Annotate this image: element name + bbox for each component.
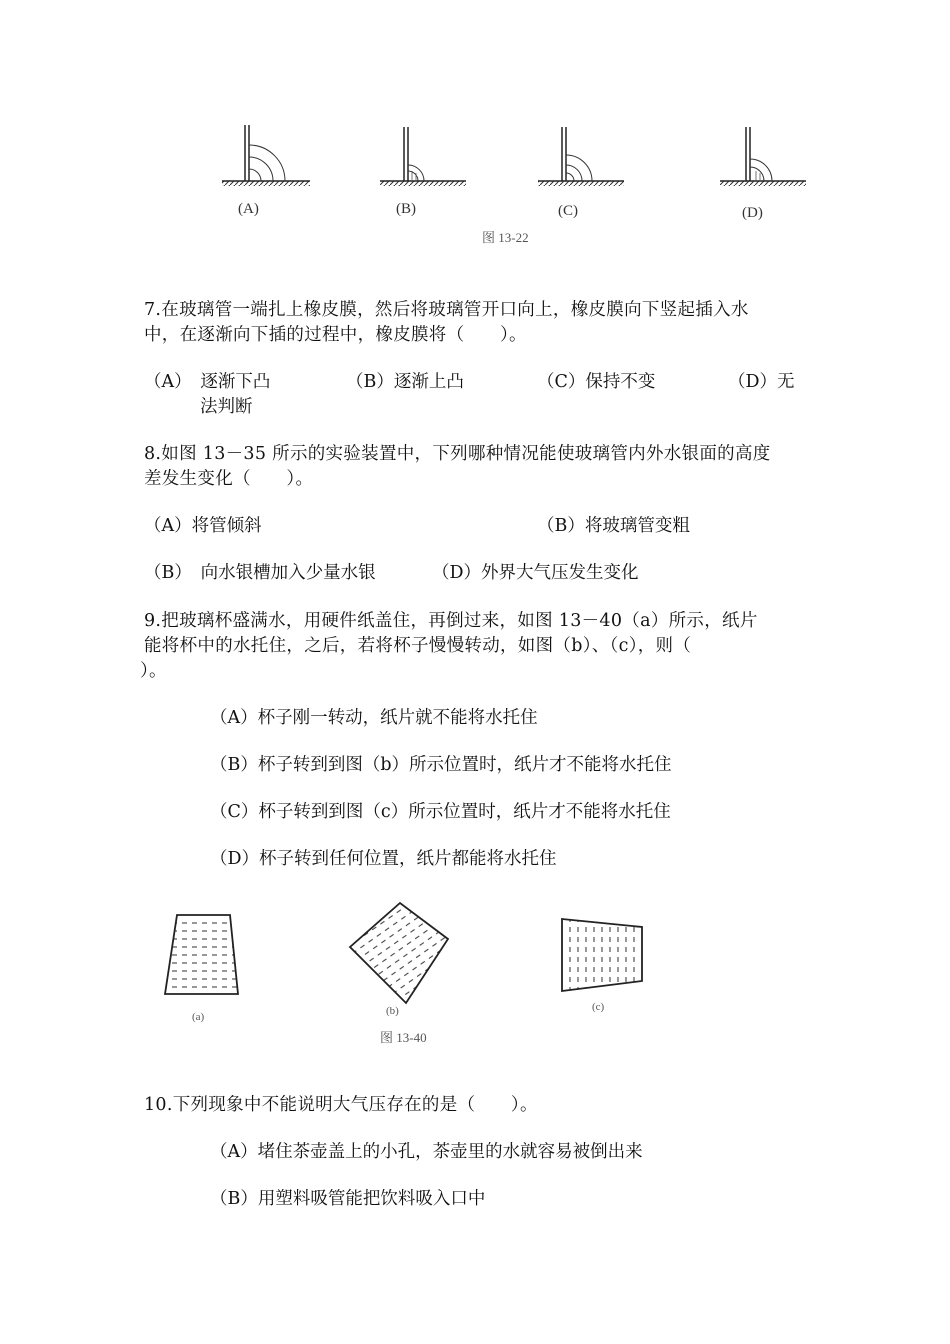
question-9-option-d: （D）杯子转到任何位置，纸片都能将水托住 [210,849,557,869]
panel-c-diagram [538,127,624,186]
panel-a-diagram [222,125,310,186]
figure-13-22 [200,115,820,255]
question-7-option-a: （A） 逐渐下凸 [144,372,271,392]
question-7-stem-line-1: 7.在玻璃管一端扎上橡皮膜，然后将玻璃管开口向上，橡皮膜向下竖起插入水 [144,300,749,320]
panel-label-a: (A) [238,201,259,217]
figure-caption: 图 13-22 [482,230,529,245]
figure-caption: 图 13-40 [380,1030,427,1045]
question-9-option-c: （C）杯子转到到图（c）所示位置时，纸片才不能将水托住 [210,802,671,822]
cup-label-b: (b) [386,1005,399,1017]
cup-b-diagram [350,903,448,1003]
question-7-option-d-continued: 法判断 [200,397,253,417]
cup-c-diagram [562,919,642,991]
cup-label-c: (c) [592,1001,605,1013]
question-9-stem-line-2: 能将杯中的水托住，之后，若将杯子慢慢转动，如图（b）、（c），则（ [144,636,692,656]
panel-label-b: (B) [396,201,416,217]
question-10-option-a: （A）堵住茶壶盖上的小孔，茶壶里的水就容易被倒出来 [210,1142,643,1162]
figure-13-40 [150,895,710,1055]
panel-label-c: (C) [558,203,578,219]
question-8-stem-line-1: 8.如图 13－35 所示的实验装置中，下列哪种情况能使玻璃管内外水银面的高度 [144,444,771,464]
panel-b-diagram [380,127,466,186]
question-8-option-b: （B）将玻璃管变粗 [537,516,690,536]
question-8-stem-line-2: 差发生变化（ ）。 [144,469,314,489]
question-9-option-a: （A）杯子刚一转动，纸片就不能将水托住 [210,708,538,728]
question-9-stem-line-1: 9.把玻璃杯盛满水，用硬件纸盖住，再倒过来，如图 13－40（a）所示，纸片 [144,611,758,631]
question-7-option-b: （B）逐渐上凸 [346,372,464,392]
figure-13-40-drawing [150,895,710,1015]
question-8-option-c: （B） 向水银槽加入少量水银 [144,563,376,583]
question-8-option-d: （D）外界大气压发生变化 [432,563,639,583]
figure-13-22-drawing [200,115,820,210]
question-8-option-a: （A）将管倾斜 [144,516,262,536]
question-9-stem-line-3: ）。 [140,661,167,681]
question-10-stem: 10.下列现象中不能说明大气压存在的是（ ）。 [144,1095,538,1115]
question-10-option-b: （B）用塑料吸管能把饮料吸入口中 [210,1189,486,1209]
question-9-option-b: （B）杯子转到到图（b）所示位置时，纸片才不能将水托住 [210,755,672,775]
question-7-stem-line-2: 中，在逐渐向下插的过程中，橡皮膜将（ ）。 [144,325,527,345]
question-7-option-d: （D）无 [728,372,795,392]
panel-d-diagram [720,127,806,186]
cup-label-a: (a) [192,1011,205,1023]
question-7-option-c: （C）保持不变 [537,372,656,392]
cup-a-diagram [165,915,238,994]
panel-label-d: (D) [742,205,763,221]
